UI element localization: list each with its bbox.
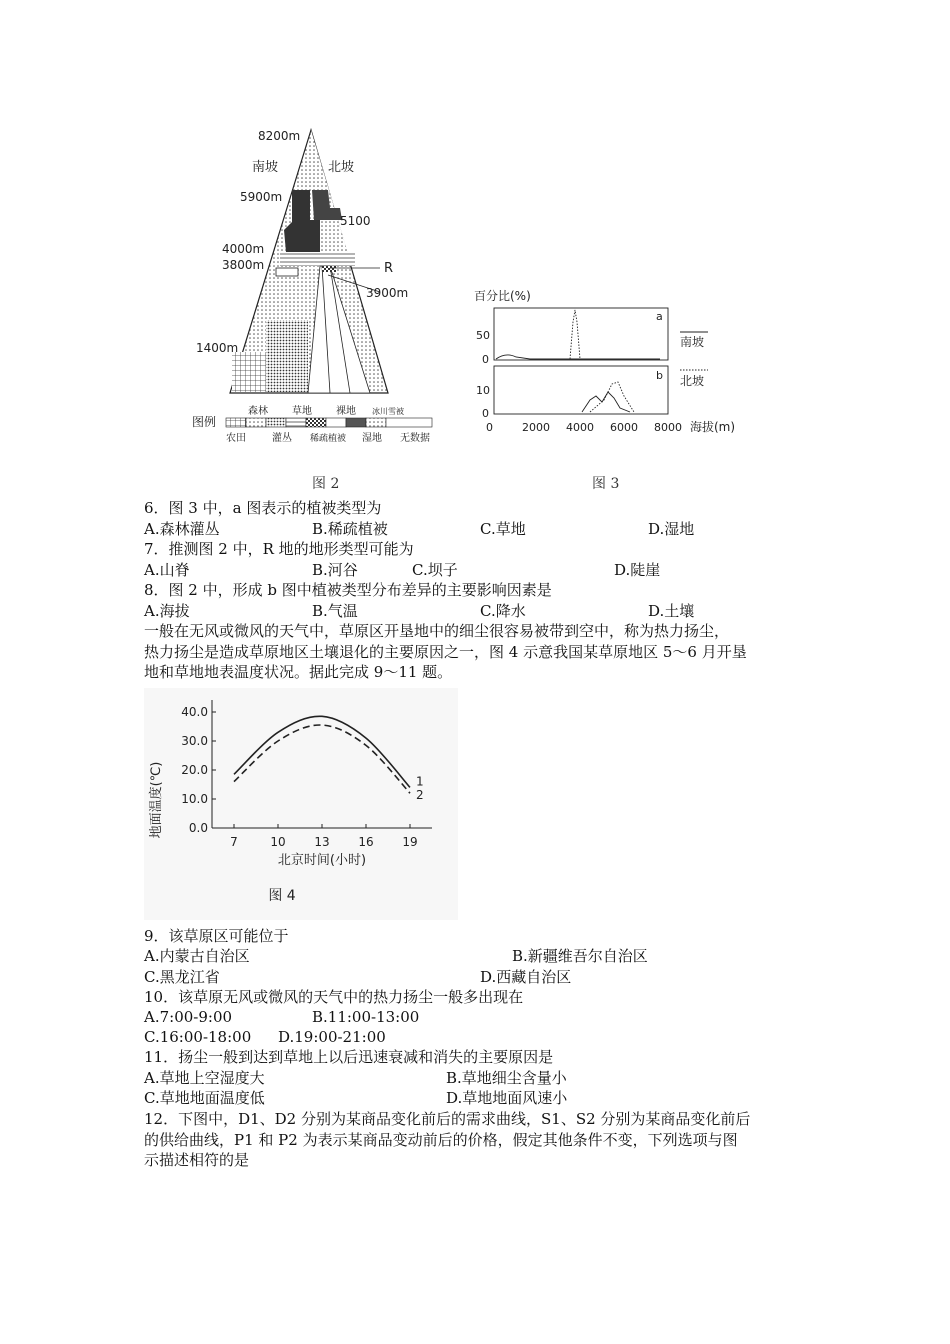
fig4-ytick-label: 40.0 [181,705,208,719]
legend-forest: 森林 [248,406,268,417]
fig3-xtick-0: 0 [486,421,493,434]
q10-option-c: C.16:00-18:00 [144,1028,252,1046]
legend-wetland: 湿地 [362,433,382,444]
label-1400: 1400m [196,341,239,355]
q7-option-c: C.坝子 [412,561,458,579]
q8-option-a: A.海拔 [144,602,190,620]
legend-swatch-snow [366,418,386,427]
legend-shrub: 灌丛 [272,433,292,444]
q6-stem: 6．图 3 中，a 图表示的植被类型为 [144,499,382,517]
legend-sparse: 稀疏植被 [310,434,347,444]
fig3-xtick-8000: 8000 [654,421,682,434]
legend-swatch-wetland [346,418,366,427]
q11-option-b: B.草地细尘含量小 [446,1069,567,1087]
q8-stem: 8．图 2 中，形成 b 图中植被类型分布差异的主要影响因素是 [144,581,552,599]
fig4-xtick-label: 16 [358,835,374,849]
label-4000: 4000m [222,242,265,256]
intro-line-1: 一般在无风或微风的天气中，草原区开垦地中的细尘很容易被带到空中，称为热力扬尘， [144,622,730,640]
fig4-series-2-label: 2 [416,788,424,803]
legend-swatch-forest [246,418,266,427]
q7-option-d: D.陡崖 [614,561,661,579]
q9-stem: 9．该草原区可能位于 [144,927,289,945]
figure2-diagram [180,120,460,450]
q10-stem: 10．该草原无风或微风的天气中的热力扬尘一般多出现在 [144,988,524,1006]
q7-stem: 7．推测图 2 中，R 地的地形类型可能为 [144,540,414,558]
grassland-band [280,252,355,266]
legend-swatch-bare [326,418,346,427]
figure3-caption: 图 3 [592,476,620,492]
label-5100: 5100 [340,214,371,228]
q6-option-c: C.草地 [480,520,526,538]
q9-option-a: A.内蒙古自治区 [144,947,250,965]
q10-option-d: D.19:00-21:00 [278,1028,386,1046]
legend-swatch-shrub [266,418,286,427]
label-r: R [384,261,394,276]
legend-farmland: 农田 [226,433,246,444]
legend-swatch-farmland [226,418,246,427]
intro-line-3: 地和草地地表温度状况。据此完成 9～11 题。 [144,663,453,681]
fig4-xtick-label: 13 [314,835,330,849]
fig3-panel-b [494,366,668,414]
fig3-legend-south: 南坡 [680,335,705,349]
fig4-series-2-line [234,725,410,793]
south-grass-patch [276,268,298,276]
legend-swatch-nodata [386,418,432,427]
fig4-series-1-label: 1 [416,774,424,789]
fig4-xtick-label: 7 [230,835,238,849]
legend-bare: 裸地 [336,406,356,417]
figure3-chart [470,282,750,442]
q11-option-a: A.草地上空湿度大 [144,1069,265,1087]
wetland-patch [322,266,336,272]
fig4-xtick-label: 19 [402,835,418,849]
legend-title: 图例 [192,415,217,429]
q6-option-b: B.稀疏植被 [312,520,388,538]
q11-option-d: D.草地地面风速小 [446,1089,568,1107]
legend-nodata: 无数据 [400,433,430,444]
fig3-panel-a [494,308,668,360]
q6-option-a: A.森林灌丛 [144,520,220,538]
fig3-panel-a-tag: a [656,310,663,323]
q10-option-a: A.7:00-9:00 [144,1008,233,1026]
label-north-slope: 北坡 [328,160,355,175]
fig3-xtick-6000: 6000 [610,421,638,434]
fig4-series-1-line [234,716,410,787]
q11-stem: 11．扬尘一般到达到草地上以后迅速衰减和消失的主要原因是 [144,1048,554,1066]
q11-option-c: C.草地地面温度低 [144,1089,265,1107]
legend-grass: 草地 [292,406,312,417]
label-3900: 3900m [366,286,409,300]
figure2-caption: 图 2 [312,476,340,492]
label-south-slope: 南坡 [252,160,279,175]
fig3-xlabel: 海拔(m) [690,420,736,434]
fig4-xlabel: 北京时间(小时) [277,853,367,868]
fig3-b-tick-10: 10 [476,384,490,397]
fig3-a-tick-0: 0 [482,353,489,366]
intro-line-2: 热力扬尘是造成草原地区土壤退化的主要原因之一，图 4 示意我国某草原地区 5～6 月开垦 [144,643,747,661]
fig4-ytick-label: 20.0 [181,763,208,777]
q12-line-1: 12．下图中，D1、D2 分别为某商品变化前后的需求曲线，S1、S2 分别为某商品变化前后 [144,1110,751,1128]
fig3-b-tick-0: 0 [482,407,489,420]
q12-line-3: 示描述相符的是 [144,1151,250,1169]
fig4-ylabel: 地面温度(℃) [149,761,164,839]
q8-option-d: D.土壤 [648,602,695,620]
fig4-ytick-label: 10.0 [181,792,208,806]
fig3-xtick-4000: 4000 [566,421,594,434]
q12-line-2: 的供给曲线，P1 和 P2 为表示某商品变动前后的价格，假定其他条件不变，下列选项与图 [144,1131,738,1149]
fig3-a-tick-50: 50 [476,329,490,342]
q7-option-a: A.山脊 [144,561,190,579]
legend-swatch-sparse [306,418,326,427]
north-bare-zone [312,190,342,220]
q10-option-b: B.11:00-13:00 [312,1008,420,1026]
fig3-panel-b-tag: b [656,369,663,382]
legend-swatch-grass [286,418,306,427]
legend-snow: 冰川雪被 [372,407,404,416]
fig4-ytick-label: 0.0 [188,821,208,835]
label-8200: 8200m [258,129,301,143]
farmland-zone [232,352,266,392]
q9-option-b: B.新疆维吾尔自治区 [512,947,648,965]
label-3800: 3800m [222,258,265,272]
q8-option-b: B.气温 [312,602,358,620]
q6-option-d: D.湿地 [648,520,695,538]
fig3-legend-north: 北坡 [680,374,705,388]
fig3-xtick-2000: 2000 [522,421,550,434]
label-5900: 5900m [240,190,283,204]
fig3-ylabel: 百分比(%) [474,289,531,303]
q9-option-d: D.西藏自治区 [480,968,572,986]
fig4-title: 图 4 [268,888,296,904]
fig4-ytick-label: 30.0 [181,734,208,748]
fig4-xtick-label: 10 [270,835,286,849]
figure4-chart [144,688,458,920]
q7-option-b: B.河谷 [312,561,358,579]
shrub-zone [266,320,308,392]
q8-option-c: C.降水 [480,602,526,620]
q9-option-c: C.黑龙江省 [144,968,220,986]
